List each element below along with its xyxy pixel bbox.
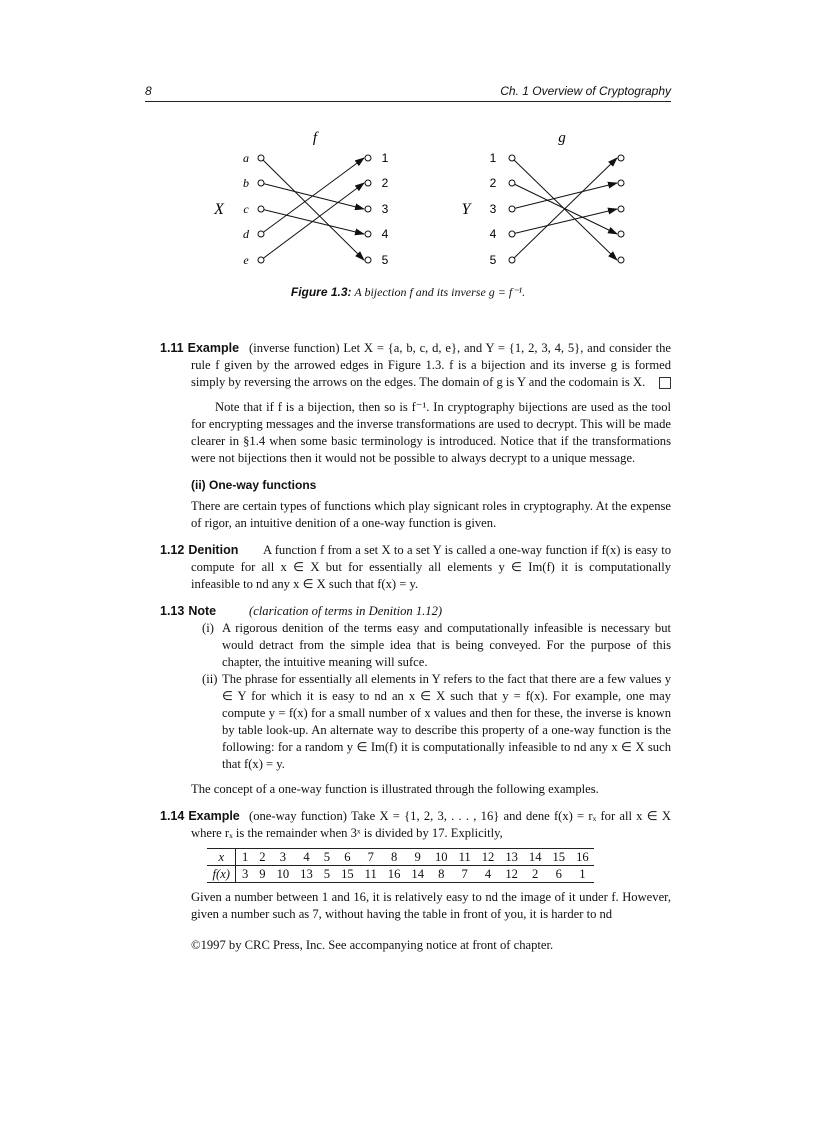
node-circle	[365, 231, 371, 237]
table-cell: 5	[318, 849, 335, 866]
table-cell: 1	[236, 849, 254, 866]
node-circle	[618, 206, 624, 212]
table-cell: 1	[571, 866, 595, 883]
node-circle	[509, 180, 515, 186]
table-cell: 4	[476, 866, 500, 883]
table-cell: 15	[336, 866, 360, 883]
node-circle	[509, 231, 515, 237]
node-circle	[618, 155, 624, 161]
section-heading: (ii) One-way functions	[191, 478, 317, 492]
row-header: x	[207, 849, 236, 866]
table-cell: 9	[254, 866, 271, 883]
qed-box	[659, 377, 671, 389]
node-circle	[365, 180, 371, 186]
table-cell: 12	[476, 849, 500, 866]
node-circle	[365, 155, 371, 161]
table-cell: 5	[318, 866, 335, 883]
f-arrow	[261, 158, 364, 234]
example-1-11-text: (inverse function) Let X = {a, b, c, d, e}, and Y = {1, 2, 3, 4, 5}, and consider the rule f given by the arrowed edges in Figure 1.3. f is a bijection and its inverse g is formed simply by reversing the arrows on the edges. The domain of g is Y and the codomain is X.	[191, 341, 671, 389]
example-1-14-label: 1.14 Example	[160, 809, 240, 823]
table-cell: 7	[453, 866, 476, 883]
table-cell: 16	[571, 849, 595, 866]
y-element-label: 2	[381, 176, 389, 190]
figure-caption	[0, 285, 816, 300]
table-cell: 2	[523, 866, 547, 883]
f-label: f	[312, 130, 318, 146]
x-element-label: d	[243, 227, 249, 241]
paragraph: Note that if f is a bijection, then so is f⁻¹. In cryptography bijections are used as the tool for encrypting messages and the inverse transformations are used to decrypt. This will be made clearer in §1.4 when some basic terminology is introduced. Notice that if the transformations were not bijections then it would not be possible to always decrypt to a unique message.	[191, 400, 671, 465]
x-element-label: c	[243, 202, 249, 216]
g-arrow	[512, 209, 617, 234]
example-1-11-label: 1.11 Example	[160, 341, 240, 355]
bijection-figure	[200, 120, 650, 280]
table-cell: 13	[500, 849, 524, 866]
node-circle	[618, 180, 624, 186]
paragraph: Given a number between 1 and 16, it is relatively easy to nd the image of it under f. However, given a number such as 7, without having the table in front of you, it is harder to nd	[191, 890, 671, 921]
table-cell: 2	[254, 849, 271, 866]
y-element-label: 2	[489, 176, 497, 190]
caption-text: A bijection f and its inverse g = f⁻¹.	[354, 285, 526, 299]
g-arrow	[512, 183, 617, 209]
table-cell: 6	[336, 849, 360, 866]
f-arrow	[261, 158, 364, 260]
y-element-label: 5	[489, 253, 497, 267]
y-element-label: 1	[489, 151, 497, 165]
definition-1-12	[160, 542, 671, 593]
function-table	[207, 848, 594, 883]
table-cell: 12	[500, 866, 524, 883]
node-circle	[618, 231, 624, 237]
copyright-footer: ©1997 by CRC Press, Inc. See accompanying notice at front of chapter.	[191, 938, 554, 952]
chapter-title: Ch. 1 Overview of Cryptography	[500, 84, 671, 98]
table-cell: 7	[359, 849, 382, 866]
table-cell: 15	[547, 849, 571, 866]
table-cell: 11	[453, 849, 476, 866]
table-cell: 9	[406, 849, 430, 866]
y-element-label: 5	[381, 253, 389, 267]
g-label: g	[558, 130, 566, 146]
table-cell: 10	[271, 866, 295, 883]
x-element-label: b	[243, 176, 249, 190]
example-1-14	[160, 808, 671, 842]
table-cell: 14	[406, 866, 430, 883]
section-text: There are certain types of functions which play signicant roles in cryptography. At the expense of rigor, an intuitive denition of a one-way function is given.	[191, 499, 671, 530]
example-1-11	[160, 340, 671, 391]
node-circle	[365, 206, 371, 212]
definition-1-12-text: A function f from a set X to a set Y is called a one-way function if f(x) is easy to compute for all x ∈ X but for essentially all elements y ∈ Im(f) it is computationally infeasible to nd any x ∈ X such that f(x) = y.	[191, 543, 671, 591]
definition-1-12-label: 1.12 Denition	[160, 543, 239, 557]
note-item: (i) A rigorous denition of the terms easy and computationally infeasible is necessary but would detract from the simple idea that is being conveyed. For the purpose of this chapter, the intuitive meaning will sufce.	[202, 621, 671, 669]
table-cell: 3	[236, 866, 254, 883]
node-circle	[509, 155, 515, 161]
example-1-14-text: (one-way function) Take X = {1, 2, 3, . . . , 16} and dene f(x) = rₓ for all x ∈ X where rₓ is the remainder when 3ˣ is divided by 17. Explicitly,	[191, 809, 671, 840]
table-cell: 11	[359, 866, 382, 883]
y-element-label: 3	[381, 202, 389, 216]
node-circle	[618, 257, 624, 263]
node-circle	[258, 155, 264, 161]
table-cell: 14	[523, 849, 547, 866]
caption-label: Figure 1.3:	[290, 285, 352, 299]
note-1-13	[160, 603, 671, 620]
f-arrow	[261, 183, 364, 260]
node-circle	[365, 257, 371, 263]
row-header: f(x)	[207, 866, 236, 883]
note-1-13-subtitle: (clarication of terms in Denition 1.12)	[249, 604, 443, 618]
note-1-13-label: 1.13 Note	[160, 604, 217, 618]
table-cell: 6	[547, 866, 571, 883]
page-number: 8	[145, 84, 152, 98]
table-cell: 3	[271, 849, 295, 866]
table-cell: 4	[295, 849, 319, 866]
x-element-label: a	[243, 151, 249, 165]
y-element-label: 4	[489, 227, 497, 241]
y-set-label: Y	[461, 201, 471, 218]
body-text	[160, 340, 671, 954]
table-cell: 16	[382, 866, 406, 883]
paragraph: The concept of a one-way function is illustrated through the following examples.	[191, 782, 599, 796]
y-element-label: 1	[381, 151, 389, 165]
node-circle	[509, 257, 515, 263]
node-circle	[258, 180, 264, 186]
note-item: (ii) The phrase for essentially all elements in Y refers to the fact that there are a few values y ∈ Y for which it is easy to nd an x ∈ X such that y = f(x). For example, one may compute y = f(x) for a small number of x values and then for these, the inverse is known by table look-up. An alternate way to describe this property of a one-way function is the following: for a random y ∈ Im(f) it is computationally infeasible to nd any x ∈ X such that f(x) = y.	[202, 672, 671, 771]
node-circle	[258, 206, 264, 212]
table-cell: 13	[295, 866, 319, 883]
node-circle	[258, 257, 264, 263]
node-circle	[258, 231, 264, 237]
node-circle	[509, 206, 515, 212]
x-element-label: e	[243, 253, 249, 267]
table-cell: 8	[429, 866, 453, 883]
page-header	[145, 84, 671, 102]
y-element-label: 3	[489, 202, 497, 216]
table-cell: 8	[382, 849, 406, 866]
x-set-label: X	[214, 201, 224, 218]
table-cell: 10	[429, 849, 453, 866]
y-element-label: 4	[381, 227, 389, 241]
